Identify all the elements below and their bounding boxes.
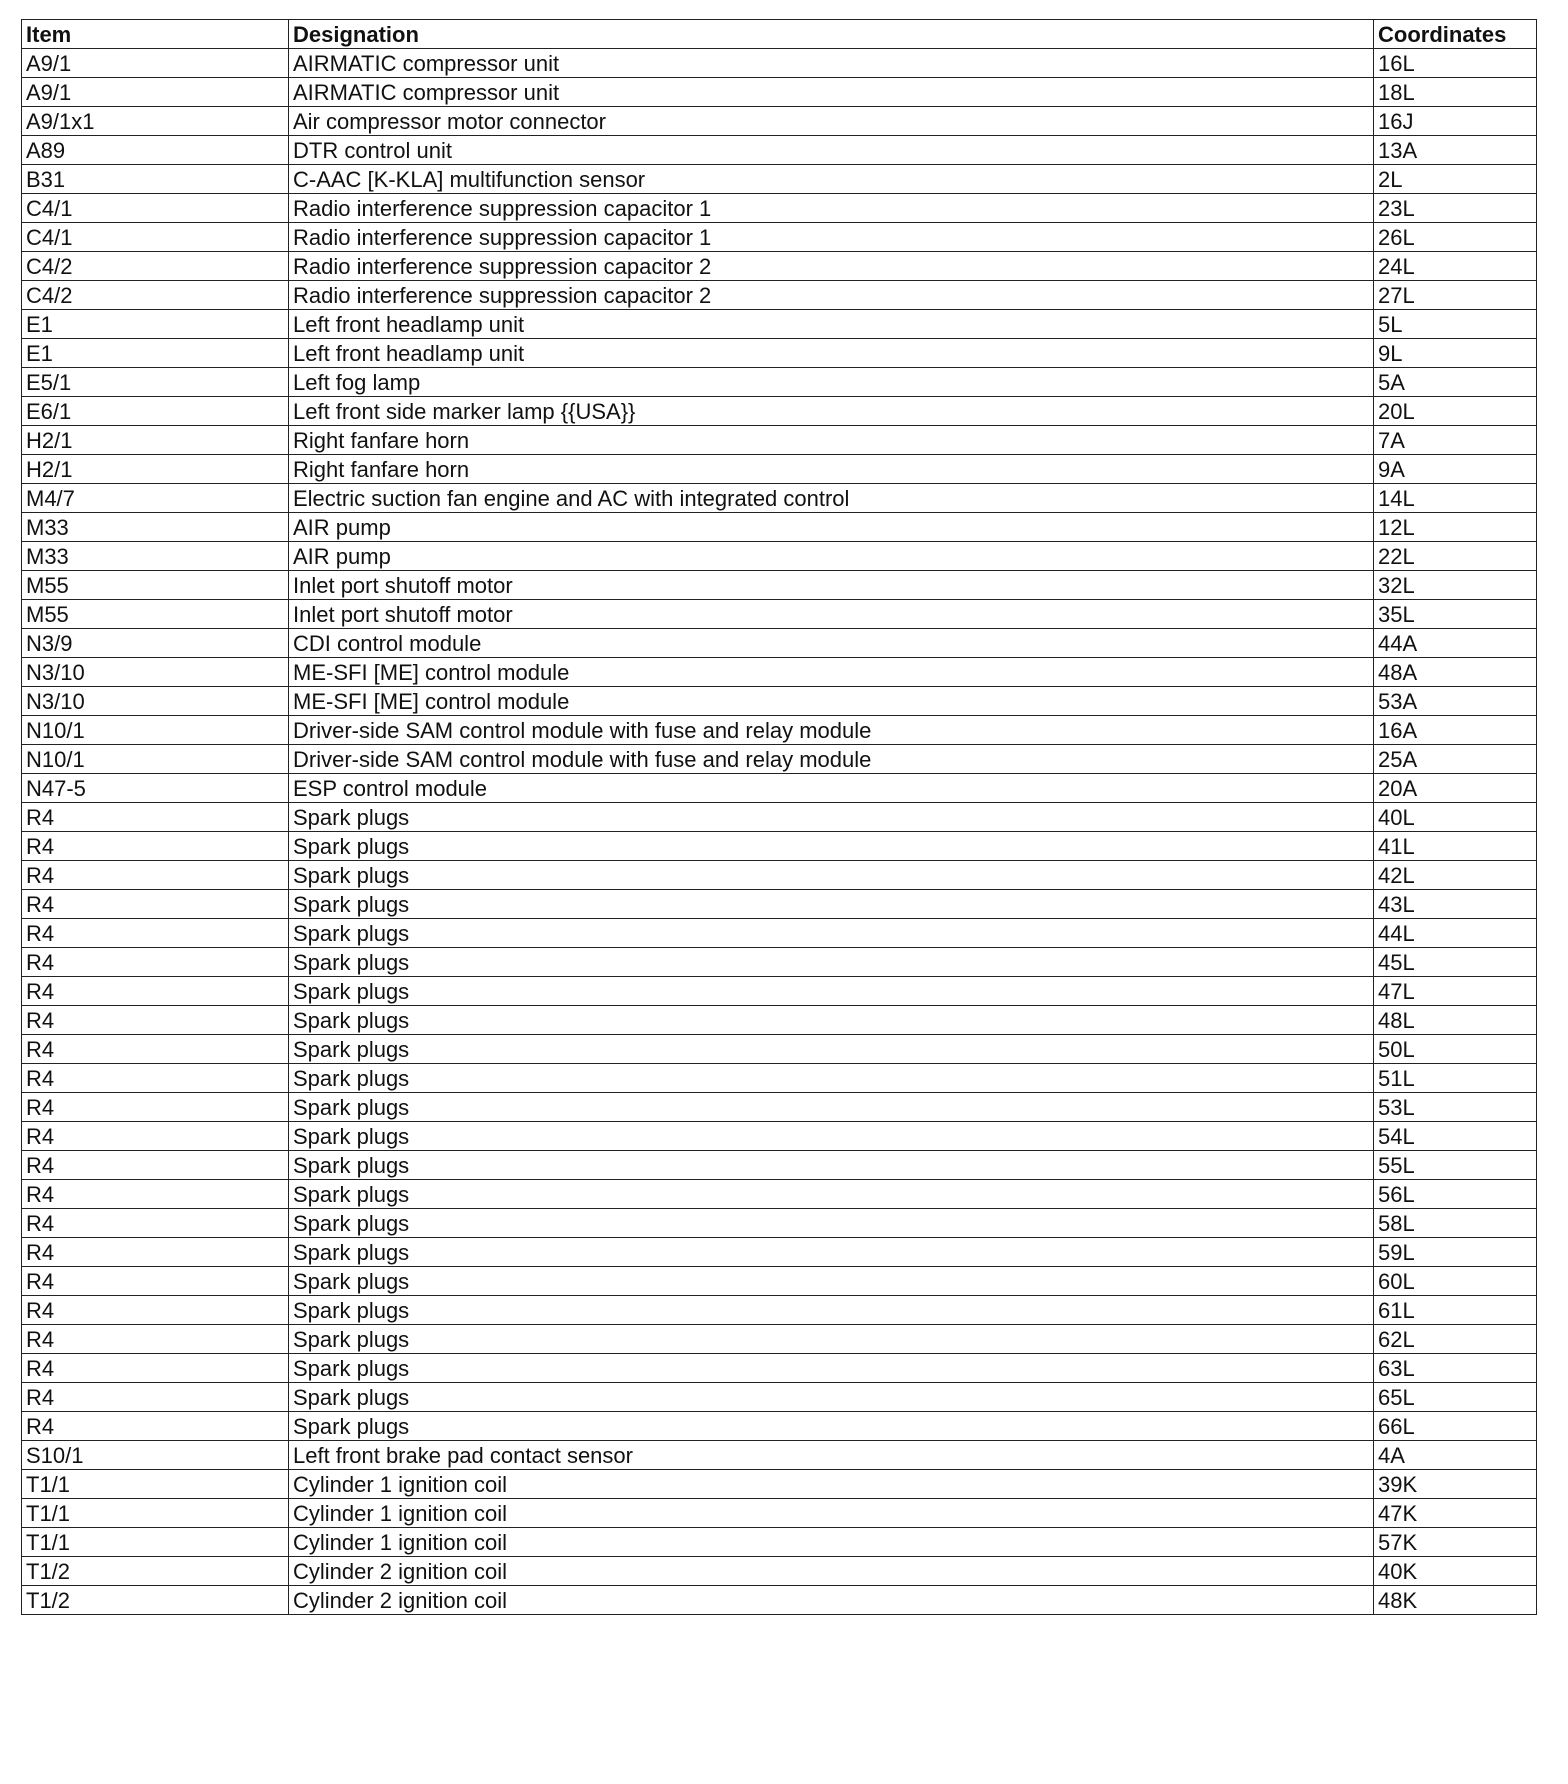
table-row	[22, 136, 1537, 165]
cell-designation: Radio interference suppression capacitor 2	[289, 281, 1374, 310]
table-row	[22, 1209, 1537, 1238]
table-row	[22, 716, 1537, 745]
cell-designation: Radio interference suppression capacitor 2	[289, 252, 1374, 281]
cell-coordinates: 9L	[1374, 339, 1537, 368]
cell-coordinates: 53L	[1374, 1093, 1537, 1122]
cell-designation: Driver-side SAM control module with fuse and relay module	[289, 745, 1374, 774]
cell-designation: Cylinder 1 ignition coil	[289, 1470, 1374, 1499]
cell-item: R4	[22, 1325, 289, 1354]
cell-item: R4	[22, 861, 289, 890]
cell-designation: Radio interference suppression capacitor 1	[289, 223, 1374, 252]
cell-designation: Spark plugs	[289, 1296, 1374, 1325]
cell-coordinates: 65L	[1374, 1383, 1537, 1412]
cell-item: N3/10	[22, 687, 289, 716]
table-row	[22, 310, 1537, 339]
table-row	[22, 339, 1537, 368]
component-table	[21, 19, 1537, 1615]
cell-designation: Spark plugs	[289, 1209, 1374, 1238]
cell-designation: Cylinder 1 ignition coil	[289, 1499, 1374, 1528]
cell-coordinates: 27L	[1374, 281, 1537, 310]
cell-item: C4/2	[22, 281, 289, 310]
cell-item: R4	[22, 890, 289, 919]
cell-designation: Right fanfare horn	[289, 426, 1374, 455]
table-row	[22, 1412, 1537, 1441]
table-row	[22, 861, 1537, 890]
cell-coordinates: 42L	[1374, 861, 1537, 890]
cell-designation: Spark plugs	[289, 1093, 1374, 1122]
table-row	[22, 890, 1537, 919]
cell-coordinates: 5A	[1374, 368, 1537, 397]
cell-item: R4	[22, 1209, 289, 1238]
cell-designation: Cylinder 1 ignition coil	[289, 1528, 1374, 1557]
cell-coordinates: 4A	[1374, 1441, 1537, 1470]
cell-designation: Spark plugs	[289, 977, 1374, 1006]
cell-item: T1/2	[22, 1557, 289, 1586]
cell-designation: AIR pump	[289, 542, 1374, 571]
cell-coordinates: 44L	[1374, 919, 1537, 948]
cell-coordinates: 25A	[1374, 745, 1537, 774]
cell-item: E1	[22, 339, 289, 368]
cell-coordinates: 20A	[1374, 774, 1537, 803]
cell-coordinates: 13A	[1374, 136, 1537, 165]
cell-designation: Driver-side SAM control module with fuse and relay module	[289, 716, 1374, 745]
cell-item: R4	[22, 803, 289, 832]
cell-item: N10/1	[22, 745, 289, 774]
cell-coordinates: 14L	[1374, 484, 1537, 513]
table-row	[22, 1470, 1537, 1499]
cell-coordinates: 61L	[1374, 1296, 1537, 1325]
cell-item: H2/1	[22, 455, 289, 484]
cell-coordinates: 20L	[1374, 397, 1537, 426]
cell-item: M55	[22, 571, 289, 600]
cell-coordinates: 22L	[1374, 542, 1537, 571]
cell-designation: Left front brake pad contact sensor	[289, 1441, 1374, 1470]
cell-coordinates: 7A	[1374, 426, 1537, 455]
table-row	[22, 1528, 1537, 1557]
cell-item: R4	[22, 1064, 289, 1093]
cell-item: R4	[22, 1122, 289, 1151]
cell-designation: AIRMATIC compressor unit	[289, 78, 1374, 107]
cell-designation: Spark plugs	[289, 1006, 1374, 1035]
cell-item: R4	[22, 1383, 289, 1412]
cell-coordinates: 48A	[1374, 658, 1537, 687]
table-row	[22, 1441, 1537, 1470]
table-row	[22, 78, 1537, 107]
cell-designation: Cylinder 2 ignition coil	[289, 1557, 1374, 1586]
table-row	[22, 1383, 1537, 1412]
cell-item: R4	[22, 1180, 289, 1209]
table-row	[22, 1296, 1537, 1325]
table-row	[22, 397, 1537, 426]
table-row	[22, 49, 1537, 78]
cell-item: C4/2	[22, 252, 289, 281]
cell-item: A89	[22, 136, 289, 165]
cell-coordinates: 2L	[1374, 165, 1537, 194]
cell-coordinates: 23L	[1374, 194, 1537, 223]
cell-item: R4	[22, 1296, 289, 1325]
cell-designation: Left fog lamp	[289, 368, 1374, 397]
cell-coordinates: 50L	[1374, 1035, 1537, 1064]
table-row	[22, 1151, 1537, 1180]
table-row	[22, 165, 1537, 194]
cell-designation: Spark plugs	[289, 832, 1374, 861]
table-row	[22, 629, 1537, 658]
cell-coordinates: 51L	[1374, 1064, 1537, 1093]
table-row	[22, 194, 1537, 223]
cell-coordinates: 5L	[1374, 310, 1537, 339]
cell-coordinates: 48L	[1374, 1006, 1537, 1035]
cell-coordinates: 56L	[1374, 1180, 1537, 1209]
cell-coordinates: 16J	[1374, 107, 1537, 136]
cell-item: M33	[22, 513, 289, 542]
cell-designation: Spark plugs	[289, 890, 1374, 919]
cell-designation: Left front side marker lamp {{USA}}	[289, 397, 1374, 426]
cell-item: R4	[22, 1412, 289, 1441]
table-row	[22, 774, 1537, 803]
cell-item: N47-5	[22, 774, 289, 803]
cell-item: R4	[22, 919, 289, 948]
cell-item: M55	[22, 600, 289, 629]
cell-item: E1	[22, 310, 289, 339]
cell-coordinates: 40L	[1374, 803, 1537, 832]
table-row	[22, 1238, 1537, 1267]
table-row	[22, 1267, 1537, 1296]
cell-coordinates: 53A	[1374, 687, 1537, 716]
cell-item: M33	[22, 542, 289, 571]
table-row	[22, 1354, 1537, 1383]
cell-coordinates: 40K	[1374, 1557, 1537, 1586]
table-row	[22, 542, 1537, 571]
cell-item: E6/1	[22, 397, 289, 426]
table-row	[22, 687, 1537, 716]
cell-designation: Left front headlamp unit	[289, 310, 1374, 339]
cell-coordinates: 41L	[1374, 832, 1537, 861]
cell-designation: Spark plugs	[289, 919, 1374, 948]
cell-item: N3/10	[22, 658, 289, 687]
cell-coordinates: 35L	[1374, 600, 1537, 629]
cell-designation: Spark plugs	[289, 1064, 1374, 1093]
table-row	[22, 1035, 1537, 1064]
cell-coordinates: 9A	[1374, 455, 1537, 484]
table-row	[22, 1499, 1537, 1528]
cell-designation: DTR control unit	[289, 136, 1374, 165]
cell-designation: Cylinder 2 ignition coil	[289, 1586, 1374, 1615]
cell-designation: ESP control module	[289, 774, 1374, 803]
cell-designation: Spark plugs	[289, 1035, 1374, 1064]
cell-item: R4	[22, 948, 289, 977]
cell-item: H2/1	[22, 426, 289, 455]
cell-coordinates: 44A	[1374, 629, 1537, 658]
cell-coordinates: 58L	[1374, 1209, 1537, 1238]
cell-item: T1/1	[22, 1470, 289, 1499]
cell-designation: CDI control module	[289, 629, 1374, 658]
cell-coordinates: 18L	[1374, 78, 1537, 107]
cell-item: A9/1	[22, 49, 289, 78]
table-body	[22, 49, 1537, 1615]
cell-coordinates: 47K	[1374, 1499, 1537, 1528]
cell-coordinates: 48K	[1374, 1586, 1537, 1615]
table-row	[22, 107, 1537, 136]
table-row	[22, 484, 1537, 513]
cell-item: R4	[22, 1093, 289, 1122]
table-header	[22, 20, 1537, 49]
cell-item: M4/7	[22, 484, 289, 513]
cell-designation: Spark plugs	[289, 861, 1374, 890]
cell-designation: Left front headlamp unit	[289, 339, 1374, 368]
cell-item: R4	[22, 832, 289, 861]
header-row	[22, 20, 1537, 49]
cell-item: C4/1	[22, 194, 289, 223]
table-row	[22, 281, 1537, 310]
cell-coordinates: 62L	[1374, 1325, 1537, 1354]
cell-item: R4	[22, 977, 289, 1006]
cell-item: R4	[22, 1267, 289, 1296]
cell-designation: Spark plugs	[289, 1151, 1374, 1180]
header-coordinates: Coordinates	[1374, 20, 1537, 49]
cell-designation: Spark plugs	[289, 948, 1374, 977]
table-row	[22, 252, 1537, 281]
table-row	[22, 455, 1537, 484]
cell-coordinates: 57K	[1374, 1528, 1537, 1557]
table-row	[22, 1180, 1537, 1209]
table-row	[22, 1586, 1537, 1615]
cell-item: R4	[22, 1238, 289, 1267]
cell-designation: ME-SFI [ME] control module	[289, 658, 1374, 687]
cell-coordinates: 45L	[1374, 948, 1537, 977]
cell-item: N10/1	[22, 716, 289, 745]
table-row	[22, 426, 1537, 455]
cell-coordinates: 63L	[1374, 1354, 1537, 1383]
cell-designation: Spark plugs	[289, 1412, 1374, 1441]
cell-coordinates: 39K	[1374, 1470, 1537, 1499]
table-row	[22, 919, 1537, 948]
table-row	[22, 1006, 1537, 1035]
cell-coordinates: 54L	[1374, 1122, 1537, 1151]
cell-designation: Right fanfare horn	[289, 455, 1374, 484]
table-row	[22, 1557, 1537, 1586]
table-row	[22, 571, 1537, 600]
table-row	[22, 832, 1537, 861]
table-row	[22, 803, 1537, 832]
cell-item: A9/1x1	[22, 107, 289, 136]
cell-designation: Air compressor motor connector	[289, 107, 1374, 136]
table-row	[22, 513, 1537, 542]
cell-designation: Spark plugs	[289, 1180, 1374, 1209]
cell-item: S10/1	[22, 1441, 289, 1470]
cell-designation: Spark plugs	[289, 1325, 1374, 1354]
cell-coordinates: 47L	[1374, 977, 1537, 1006]
cell-designation: Spark plugs	[289, 1122, 1374, 1151]
cell-designation: AIR pump	[289, 513, 1374, 542]
cell-item: T1/1	[22, 1499, 289, 1528]
cell-designation: Spark plugs	[289, 1267, 1374, 1296]
table-row	[22, 1064, 1537, 1093]
cell-item: R4	[22, 1006, 289, 1035]
cell-item: A9/1	[22, 78, 289, 107]
cell-designation: Inlet port shutoff motor	[289, 600, 1374, 629]
cell-item: T1/2	[22, 1586, 289, 1615]
cell-coordinates: 32L	[1374, 571, 1537, 600]
cell-item: R4	[22, 1354, 289, 1383]
table-row	[22, 745, 1537, 774]
table-row	[22, 1122, 1537, 1151]
cell-item: B31	[22, 165, 289, 194]
table-row	[22, 658, 1537, 687]
cell-coordinates: 26L	[1374, 223, 1537, 252]
cell-designation: ME-SFI [ME] control module	[289, 687, 1374, 716]
cell-coordinates: 66L	[1374, 1412, 1537, 1441]
table-row	[22, 1325, 1537, 1354]
cell-designation: Electric suction fan engine and AC with integrated control	[289, 484, 1374, 513]
cell-coordinates: 24L	[1374, 252, 1537, 281]
cell-designation: C-AAC [K-KLA] multifunction sensor	[289, 165, 1374, 194]
cell-designation: AIRMATIC compressor unit	[289, 49, 1374, 78]
table-row	[22, 1093, 1537, 1122]
table-row	[22, 948, 1537, 977]
table-row	[22, 977, 1537, 1006]
cell-item: T1/1	[22, 1528, 289, 1557]
cell-designation: Spark plugs	[289, 803, 1374, 832]
cell-coordinates: 60L	[1374, 1267, 1537, 1296]
header-item: Item	[22, 20, 289, 49]
cell-designation: Spark plugs	[289, 1383, 1374, 1412]
cell-coordinates: 12L	[1374, 513, 1537, 542]
header-designation: Designation	[289, 20, 1374, 49]
cell-coordinates: 55L	[1374, 1151, 1537, 1180]
cell-designation: Radio interference suppression capacitor 1	[289, 194, 1374, 223]
cell-coordinates: 43L	[1374, 890, 1537, 919]
cell-designation: Spark plugs	[289, 1238, 1374, 1267]
table-row	[22, 600, 1537, 629]
cell-designation: Spark plugs	[289, 1354, 1374, 1383]
cell-item: E5/1	[22, 368, 289, 397]
cell-item: R4	[22, 1151, 289, 1180]
table-row	[22, 368, 1537, 397]
cell-coordinates: 16A	[1374, 716, 1537, 745]
table-row	[22, 223, 1537, 252]
cell-coordinates: 59L	[1374, 1238, 1537, 1267]
cell-item: C4/1	[22, 223, 289, 252]
cell-coordinates: 16L	[1374, 49, 1537, 78]
cell-item: R4	[22, 1035, 289, 1064]
component-table-container	[21, 19, 1537, 1615]
cell-item: N3/9	[22, 629, 289, 658]
cell-designation: Inlet port shutoff motor	[289, 571, 1374, 600]
